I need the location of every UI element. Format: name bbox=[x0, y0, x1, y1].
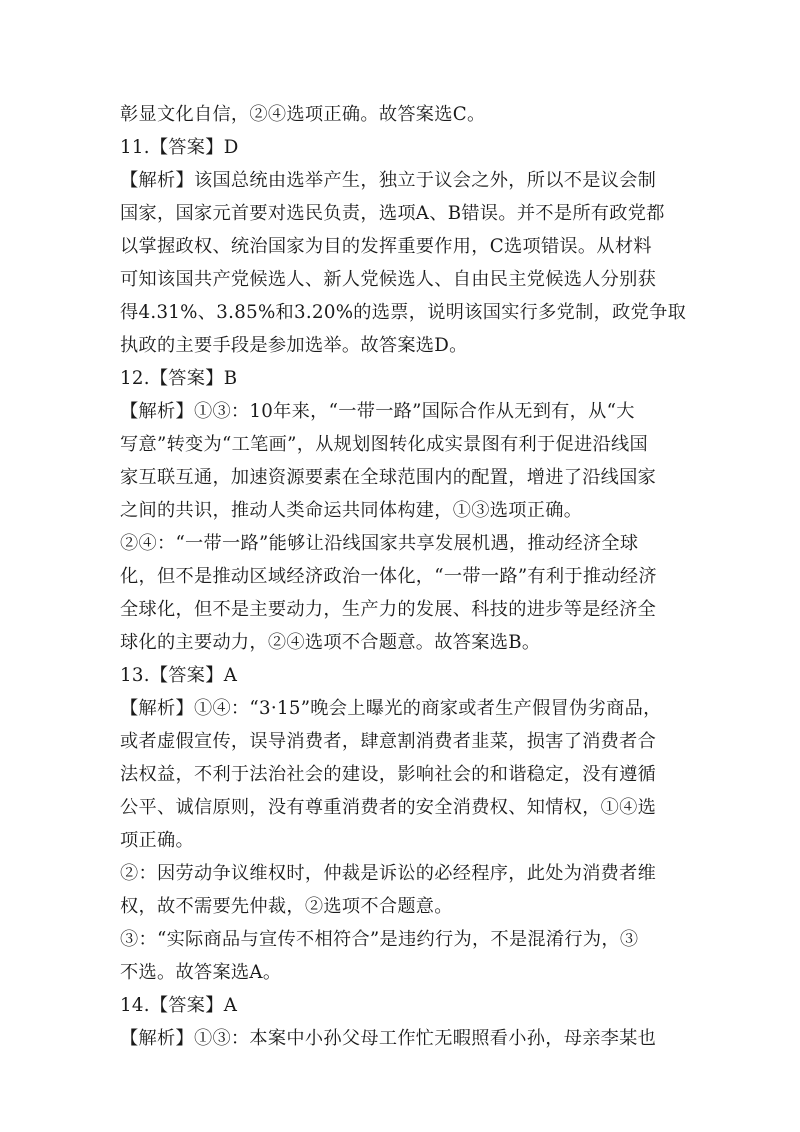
text-line: 以掌握政权、统治国家为目的发挥重要作用，C选项错误。从材料 bbox=[120, 236, 652, 257]
text-line: 执政的主要手段是参加选举。故答案选D。 bbox=[120, 335, 468, 356]
text-line: 得4.31%、3.85%和3.20%的选票，说明该国实行多党制，政党争取 bbox=[120, 302, 687, 323]
text-line: ②④：“一带一路”能够让沿线国家共享发展机遇，推动经济全球 bbox=[120, 533, 639, 554]
text-line: 全球化，但不是主要动力，生产力的发展、科技的进步等是经济全 bbox=[120, 599, 657, 620]
text-line: 化，但不是推动区域经济政治一体化，“一带一路”有利于推动经济 bbox=[120, 566, 657, 587]
text-line: 国家，国家元首要对选民负责，选项A、B错误。并不是所有政党都 bbox=[120, 203, 665, 224]
text-line: 【解析】①③：10年来，“一带一路”国际合作从无到有，从“大 bbox=[120, 401, 635, 422]
text-line: 彰显文化自信，②④选项正确。故答案选C。 bbox=[120, 104, 486, 125]
text-line: ②：因劳动争议维权时，仲裁是诉讼的必经程序，此处为消费者维 bbox=[120, 863, 657, 884]
text-line: 球化的主要动力，②④选项不合题意。故答案选B。 bbox=[120, 632, 541, 653]
text-line: 【解析】①③：本案中小孙父母工作忙无暇照看小孙，母亲李某也 bbox=[120, 1028, 657, 1049]
text-line: 权，故不需要先仲裁，②选项不合题意。 bbox=[120, 896, 453, 917]
answer-heading-12: 12.【答案】B bbox=[120, 368, 238, 389]
answer-heading-13: 13.【答案】A bbox=[120, 665, 238, 686]
text-line: 写意”转变为“工笔画”，从规划图转化成实景图有利于促进沿线国 bbox=[120, 434, 648, 455]
text-line: 或者虚假宣传，误导消费者，肆意割消费者韭菜，损害了消费者合 bbox=[120, 731, 657, 752]
answer-heading-14: 14.【答案】A bbox=[120, 995, 238, 1016]
text-line: 家互联互通，加速资源要素在全球范围内的配置，增进了沿线国家 bbox=[120, 467, 657, 488]
text-line: 不选。故答案选A。 bbox=[120, 962, 282, 983]
text-line: 项正确。 bbox=[120, 830, 194, 851]
text-line: 【解析】该国总统由选举产生，独立于议会之外，所以不是议会制 bbox=[120, 170, 657, 191]
text-line: 之间的共识，推动人类命运共同体构建，①③选项正确。 bbox=[120, 500, 583, 521]
text-line: 公平、诚信原则，没有尊重消费者的安全消费权、知情权，①④选 bbox=[120, 797, 657, 818]
text-line: 法权益，不利于法治社会的建设，影响社会的和谐稳定，没有遵循 bbox=[120, 764, 657, 785]
text-line: 【解析】①④：“3·15”晚会上曝光的商家或者生产假冒伪劣商品， bbox=[120, 698, 662, 719]
answer-heading-11: 11.【答案】D bbox=[120, 137, 239, 158]
text-line: ③：“实际商品与宣传不相符合”是违约行为，不是混淆行为，③ bbox=[120, 929, 639, 950]
text-line: 可知该国共产党候选人、新人党候选人、自由民主党候选人分别获 bbox=[120, 269, 657, 290]
